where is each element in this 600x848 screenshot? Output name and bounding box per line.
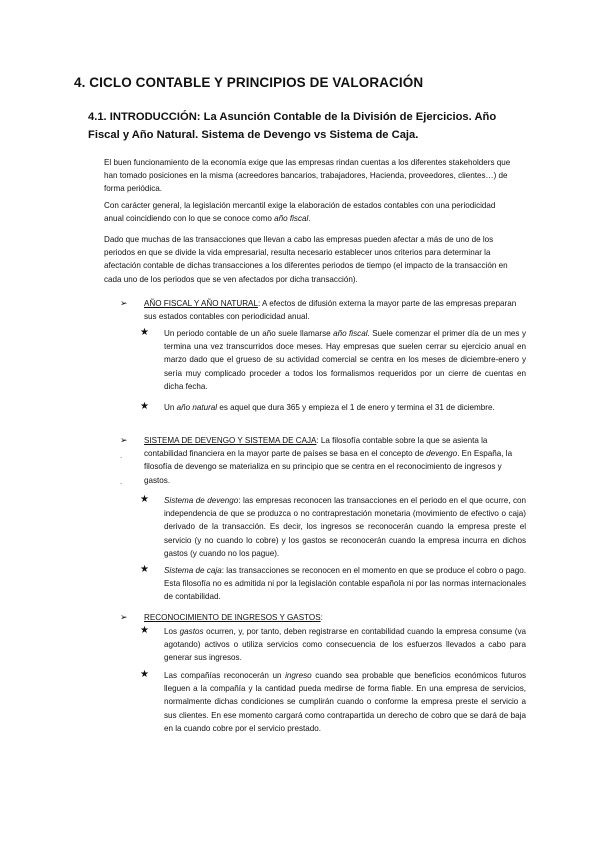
paragraph-periods: Dado que muchas de las transacciones que llevan a cabo las empresas pueden afectar a más de uno de los periodos en que se divide la vida empresarial, resulta necesario establecer unos criterios para determinar la afectación contable de dichas transacciones a los diferentes periodos de tiempo (el impacto de la transacción en cada uno de los periodos que se ven afectados por dicha transacción).	[104, 235, 508, 284]
margin-dot: .	[120, 451, 123, 460]
item-title: SISTEMA DE DEVENGO Y SISTEMA DE CAJA	[144, 436, 317, 445]
sublist-item-natural-year: ★ Un año natural es aquel que dura 365 y empieza el 1 de enero y termina el 31 de diciembre.	[140, 401, 495, 412]
sublist-item-accrual-system: ★ Sistema de devengo: las empresas reconocen las transacciones en el periodo en el que ocurre, con independencia de que se produzca o no contraprestación monetaria (movimiento de efectivo o caja) derivado de la transacción. Es decir, los ingresos se reconocerán cuando la empresa preste el servicio (y no cuando lo cobre) y los gastos se reconocerán cuando la empresa incurra en dichos gastos (y cuando no los pague).	[140, 494, 526, 558]
item-title: AÑO FISCAL Y AÑO NATURAL	[144, 299, 258, 308]
item-title: RECONOCIMIENTO DE INGRESOS Y GASTOS	[144, 613, 321, 622]
star-bullet-icon: ★	[140, 401, 149, 412]
arrow-bullet-icon: ➢	[120, 298, 128, 308]
star-bullet-icon: ★	[140, 494, 149, 505]
star-bullet-icon: ★	[140, 564, 149, 575]
list-item-revenue-expense-recognition: ➢ RECONOCIMIENTO DE INGRESOS Y GASTOS:	[120, 611, 520, 624]
section-heading: 4. CICLO CONTABLE Y PRINCIPIOS DE VALORACIÓN	[74, 75, 424, 90]
sublist-item-cash-system: ★ Sistema de caja: las transacciones se reconocen en el momento en que se produce el cobro o pago. Esta filosofía no es admitida ni por la legislación contable española ni por las normas internacionales de contabilidad.	[140, 564, 526, 602]
list-item-fiscal-natural-year: ➢ AÑO FISCAL Y AÑO NATURAL: A efectos de difusión externa la mayor parte de las empresas preparan sus estados contables con periodicidad anual.	[120, 298, 517, 322]
sublist-item-fiscal-year: ★ Un periodo contable de un año suele llamarse año fiscal. Suele comenzar el primer día de un mes y termina una vez transcurridos doce meses. Hay empresas que suelen cerrar su ejercicio anual en marzo dado que el grueso de su actividad comercial se centra en los meses de diciembre-enero y sería muy complicado proceder a todos los formalismos requeridos por un cierre de cuentas en dicha fecha.	[140, 327, 526, 391]
list-item-accrual-cash: ➢ SISTEMA DE DEVENGO Y SISTEMA DE CAJA: La filosofía contable sobre la que se asienta la contabilidad financiera en la mayor parte de países se basa en el concepto de devengo. En España, la filosofía de devengo se materializa en su principio que se centra en el reconocimiento de ingresos y gastos.	[120, 435, 513, 485]
paragraph-intro: El buen funcionamiento de la economía exige que las empresas rindan cuentas a los diferentes stakeholders que han tomado posiciones en la misma (acreedores bancarios, trabajadores, Hacienda, proveedores, clientes…) de forma periódica.	[104, 158, 511, 194]
sublist-item-expenses: ★ Los gastos ocurren, y, por tanto, deben registrarse en contabilidad cuando la empresa consume (va agotando) activos o utiliza servicios como consecuencia de los esfuerzos llevados a cabo para generar sus ingresos.	[140, 625, 526, 663]
arrow-bullet-icon: ➢	[120, 612, 128, 622]
star-bullet-icon: ★	[140, 625, 149, 636]
star-bullet-icon: ★	[140, 327, 149, 338]
sublist-item-revenue: ★ Las compañías reconocerán un ingreso cuando sea probable que beneficios económicos futuros lleguen a la compañía y la cantidad pueda medirse de forma fiable. En una empresa de servicios, normalmente dichas condiciones se cumplirán cuando o conforme la empresa preste el servicio a sus clientes. En ese momento cargará como contrapartida un derecho de cobro que se dará de baja en la cuando cobre por el servicio prestado.	[140, 669, 526, 733]
subsection-heading: 4.1. INTRODUCCIÓN: La Asunción Contable de la División de Ejercicios. Año Fiscal y Año Natural. Sistema de Devengo vs Sistema de Caja.	[88, 111, 497, 141]
paragraph-fiscal-year: Con carácter general, la legislación mercantil exige la elaboración de estados contables con una periodicidad anual coincidiendo con lo que se conoce como año fiscal.	[104, 201, 496, 224]
margin-dot: .	[120, 477, 123, 486]
star-bullet-icon: ★	[140, 669, 149, 680]
arrow-bullet-icon: ➢	[120, 435, 128, 445]
